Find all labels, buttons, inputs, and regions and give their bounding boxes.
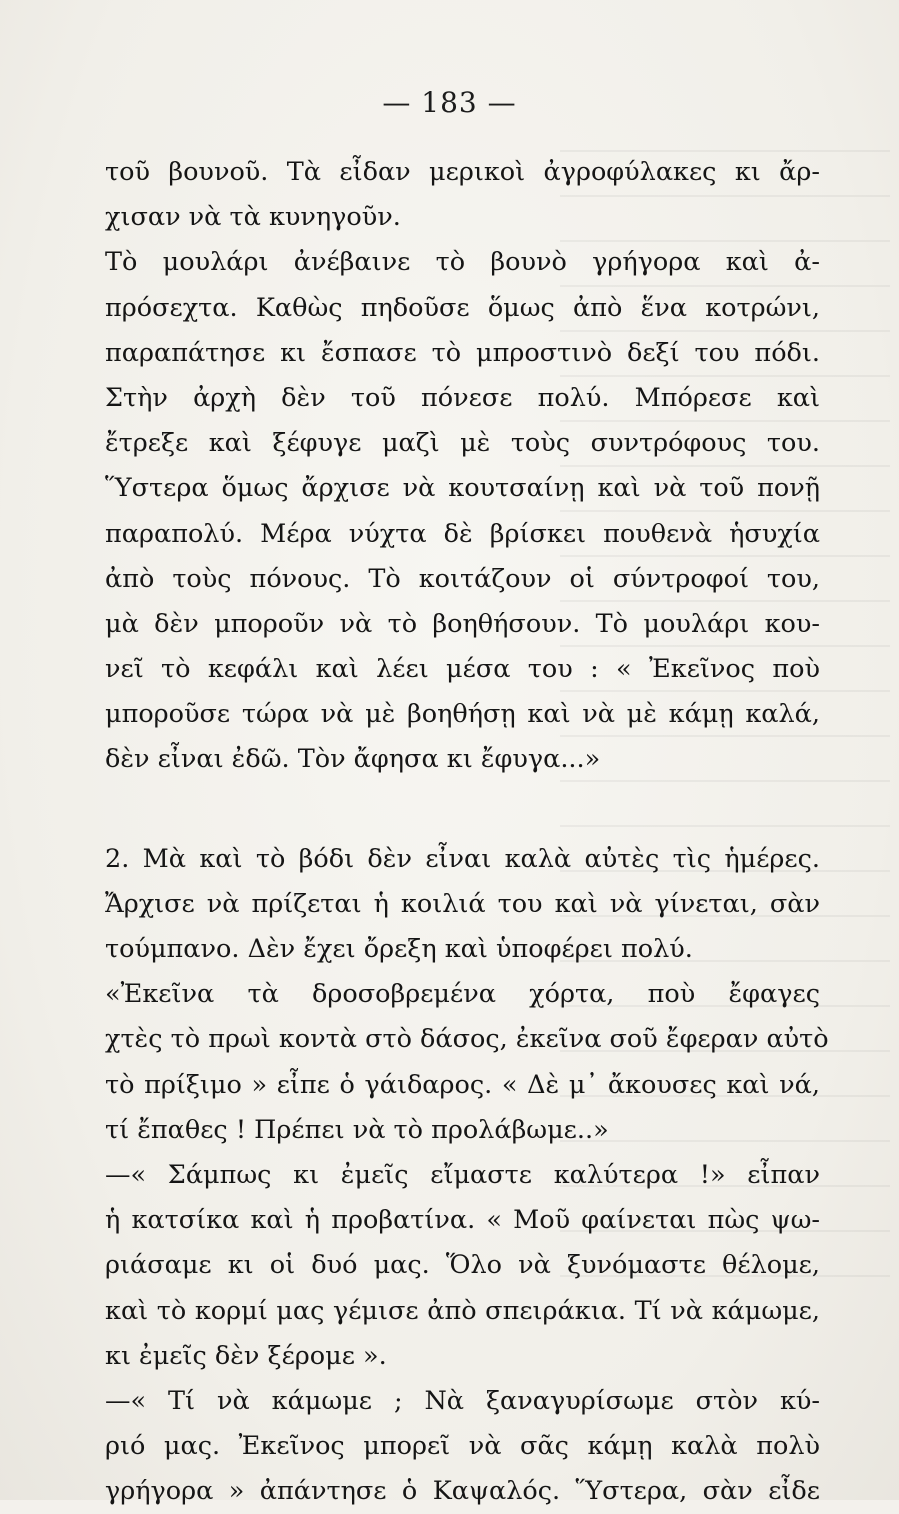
text-line: Ἄρχισε νὰ πρίζεται ἡ κοιλιά του καὶ νὰ γίνεται, σὰν (105, 888, 820, 919)
text-line: Τὸ μουλάρι ἀνέβαινε τὸ βουνὸ γρήγορα καὶ ἀ- (105, 247, 820, 278)
text-line: ριό μας. Ἐκεῖνος μπορεῖ νὰ σᾶς κάμῃ καλὰ πολὺ (105, 1431, 820, 1462)
text-line: χτὲς τὸ πρωὶ κοντὰ στὸ δάσος, ἐκεῖνα σοῦ ἔφεραν αὐτὸ (105, 1024, 829, 1055)
text-line: 2. Μὰ καὶ τὸ βόδι δὲν εἶναι καλὰ αὐτὲς τὶς ἡμέρες. (105, 843, 820, 874)
text-line: «Ἐκεῖνα τὰ δροσοβρεμένα χόρτα, ποὺ ἔφαγες (105, 979, 820, 1010)
text-line: δὲν εἶναι ἐδῶ. Τὸν ἄφησα κι ἔφυγα...» (105, 744, 601, 775)
text-line: πρόσεχτα. Καθὼς πηδοῦσε ὅμως ἀπὸ ἕνα κοτρώνι, (105, 292, 820, 323)
text-line: —« Τί νὰ κάμωμε ; Νὰ ξαναγυρίσωμε στὸν κύ- (105, 1385, 820, 1416)
body-text (105, 150, 829, 1514)
text-line: Στὴν ἀρχὴ δὲν τοῦ πόνεσε πολύ. Μπόρεσε καὶ (105, 382, 820, 413)
text-line: ἡ κατσίκα καὶ ἡ προβατίνα. « Μοῦ φαίνεται πὼς ψω- (105, 1205, 820, 1236)
text-line: παραπάτησε κι ἔσπασε τὸ μπροστινὸ δεξί του πόδι. (105, 337, 820, 368)
text-line: τοῦ βουνοῦ. Τὰ εἶδαν μερικοὶ ἀγροφύλακες κι ἄρ- (105, 157, 820, 187)
text-line: παραπολύ. Μέρα νύχτα δὲ βρίσκει πουθενὰ ἡσυχία (105, 518, 820, 549)
text-line: μὰ δὲν μποροῦν νὰ τὸ βοηθήσουν. Τὸ μουλάρι κου- (105, 608, 820, 639)
text-line: τούμπανο. Δὲν ἔχει ὄρεξη καὶ ὑποφέρει πολύ. (105, 934, 693, 964)
text-line: χισαν νὰ τὰ κυνηγοῦν. (105, 202, 401, 233)
text-line: γρήγορα » ἀπάντησε ὁ Καψαλός. Ὕστερα, σὰν εἶδε (105, 1476, 820, 1507)
text-line: κι ἐμεῖς δὲν ξέρομε ». (105, 1340, 387, 1371)
text-line: —« Σάμπως κι ἐμεῖς εἴμαστε καλύτερα !» εἶπαν (105, 1159, 820, 1190)
text-line: νεῖ τὸ κεφάλι καὶ λέει μέσα του : « Ἐκεῖνος ποὺ (105, 654, 820, 685)
text-line: Ὕστερα ὅμως ἄρχισε νὰ κουτσαίνῃ καὶ νὰ τοῦ πονῇ (105, 473, 820, 504)
text-line: ἔτρεξε καὶ ξέφυγε μαζὶ μὲ τοὺς συντρόφους του. (105, 428, 820, 459)
text-line: καὶ τὸ κορμί μας γέμισε ἀπὸ σπειράκια. Τί νὰ κάμωμε, (105, 1295, 820, 1326)
text-line: ριάσαμε κι οἱ δυό μας. Ὅλο νὰ ξυνόμαστε θέλομε, (105, 1250, 820, 1281)
text-line: ἀπὸ τοὺς πόνους. Τὸ κοιτάζουν οἱ σύντροφοί του, (105, 563, 820, 594)
page-number: — 183 — (382, 86, 517, 119)
text-line: μποροῦσε τώρα νὰ μὲ βοηθήσῃ καὶ νὰ μὲ κάμῃ καλά, (105, 699, 820, 730)
section-gap (105, 783, 820, 837)
text-line: τί ἔπαθες ! Πρέπει νὰ τὸ προλάβωμε..» (105, 1114, 609, 1145)
text-line: τὸ πρίξιμο » εἶπε ὁ γάιδαρος. « Δὲ μ᾽ ἄκουσες καὶ νά, (105, 1069, 820, 1100)
